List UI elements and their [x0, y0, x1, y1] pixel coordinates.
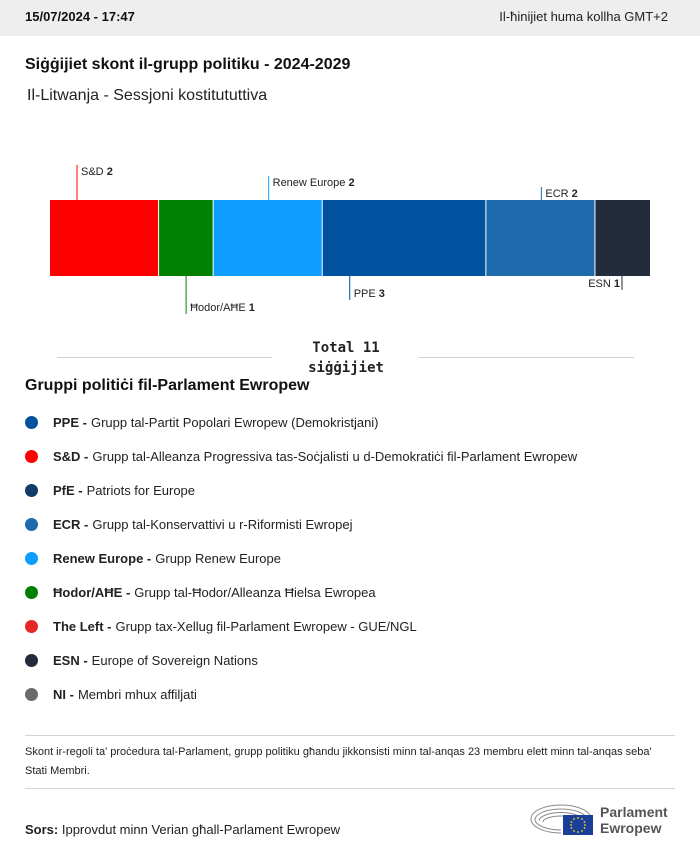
bar-label: ESN 1 [588, 278, 620, 290]
legend-dot-icon [25, 518, 38, 531]
legend-name: Patriots for Europe [86, 482, 196, 498]
total-divider-right [419, 357, 634, 358]
legend-item [25, 643, 685, 677]
legend-abbr: S&D - [53, 448, 89, 464]
page-title: Siġġijiet skont il-grupp politiku - 2024-2029 [25, 56, 351, 73]
legend-abbr: The Left - [53, 618, 112, 634]
legend-name: Grupp tal-Alleanza Progressiva tas-Soċjalisti u d-Demokratiċi fil-Parlament Ewropew [92, 448, 578, 464]
legend-dot-icon [25, 586, 38, 599]
timezone-note: Il-ħinijiet huma kollha GMT+2 [499, 9, 668, 24]
legend-item [25, 405, 685, 439]
source-line [25, 822, 340, 837]
legend-name: Grupp tal-Partit Popolari Ewropew (Demokristjani) [90, 414, 379, 430]
legend-name: Membri mhux affiljati [77, 686, 197, 702]
bar-label: Ħodor/AĦE 1 [190, 302, 255, 314]
bar-label: ECR 2 [545, 188, 578, 200]
seat-total-count: Total 11 [312, 340, 380, 356]
legend-abbr: PfE - [53, 482, 83, 498]
legend-name: Grupp Renew Europe [155, 550, 281, 566]
legend-item [25, 439, 685, 473]
legend-name: Europe of Sovereign Nations [91, 652, 258, 668]
logo-line1: Parlament [600, 804, 668, 820]
bar-segment [595, 200, 650, 276]
legend-name: Grupp tal-Ħodor/Alleanza Ħielsa Ewropea [134, 584, 376, 600]
legend-dot-icon [25, 654, 38, 667]
legend-dot-icon [25, 688, 38, 701]
legend-dot-icon [25, 484, 38, 497]
legend-abbr: PPE - [53, 414, 87, 430]
legend-dot-icon [25, 416, 38, 429]
legend-item [25, 609, 685, 643]
legend-abbr: NI - [53, 686, 74, 702]
logo-wordmark [600, 804, 668, 836]
legend-abbr: ECR - [53, 516, 89, 532]
divider [25, 788, 675, 789]
bar-segment [159, 200, 213, 276]
timestamp: 15/07/2024 - 17:47 [25, 9, 135, 24]
legend-item [25, 507, 685, 541]
total-divider-left [57, 357, 272, 358]
legend-item [25, 473, 685, 507]
source-label: Sors: [25, 822, 59, 837]
legend-abbr: Renew Europe - [53, 550, 152, 566]
bar-segment [486, 200, 594, 276]
seat-total-unit: siġġijiet [308, 360, 384, 376]
seat-bar-chart [0, 150, 700, 325]
legend-title: Gruppi politiċi fil-Parlament Ewropew [25, 377, 310, 394]
top-bar [0, 0, 700, 36]
legend [25, 405, 685, 711]
legend-abbr: ESN - [53, 652, 88, 668]
legend-item [25, 677, 685, 711]
legend-dot-icon [25, 450, 38, 463]
legend-item [25, 575, 685, 609]
bar-segment [50, 200, 158, 276]
bar-segment [323, 200, 486, 276]
legend-item [25, 541, 685, 575]
bar-label: PPE 3 [353, 288, 385, 300]
logo-line2: Ewropew [600, 820, 662, 836]
footnote: Skont ir-regoli ta' proċedura tal-Parlament, grupp politiku għandu jikkonsisti minn tal-anqas 23 membru elett minn tal-anqas seba' Stati Membri. [25, 746, 652, 777]
source-text: Ipprovdut minn Verian għall-Parlament Ewropew [61, 822, 341, 837]
legend-dot-icon [25, 552, 38, 565]
bar-segment [214, 200, 322, 276]
bar-label: Renew Europe 2 [272, 177, 355, 189]
legend-dot-icon [25, 620, 38, 633]
divider [25, 735, 675, 736]
page-subtitle: Il-Litwanja - Sessjoni kostitututtiva [27, 87, 268, 104]
bar-label: S&D 2 [81, 166, 113, 178]
legend-name: Grupp tax-Xellug fil-Parlament Ewropew - GUE/NGL [115, 618, 417, 634]
legend-name: Grupp tal-Konservattivi u r-Riformisti Ewropej [92, 516, 353, 532]
seat-total [275, 338, 417, 378]
legend-abbr: Ħodor/AĦE - [53, 584, 131, 600]
